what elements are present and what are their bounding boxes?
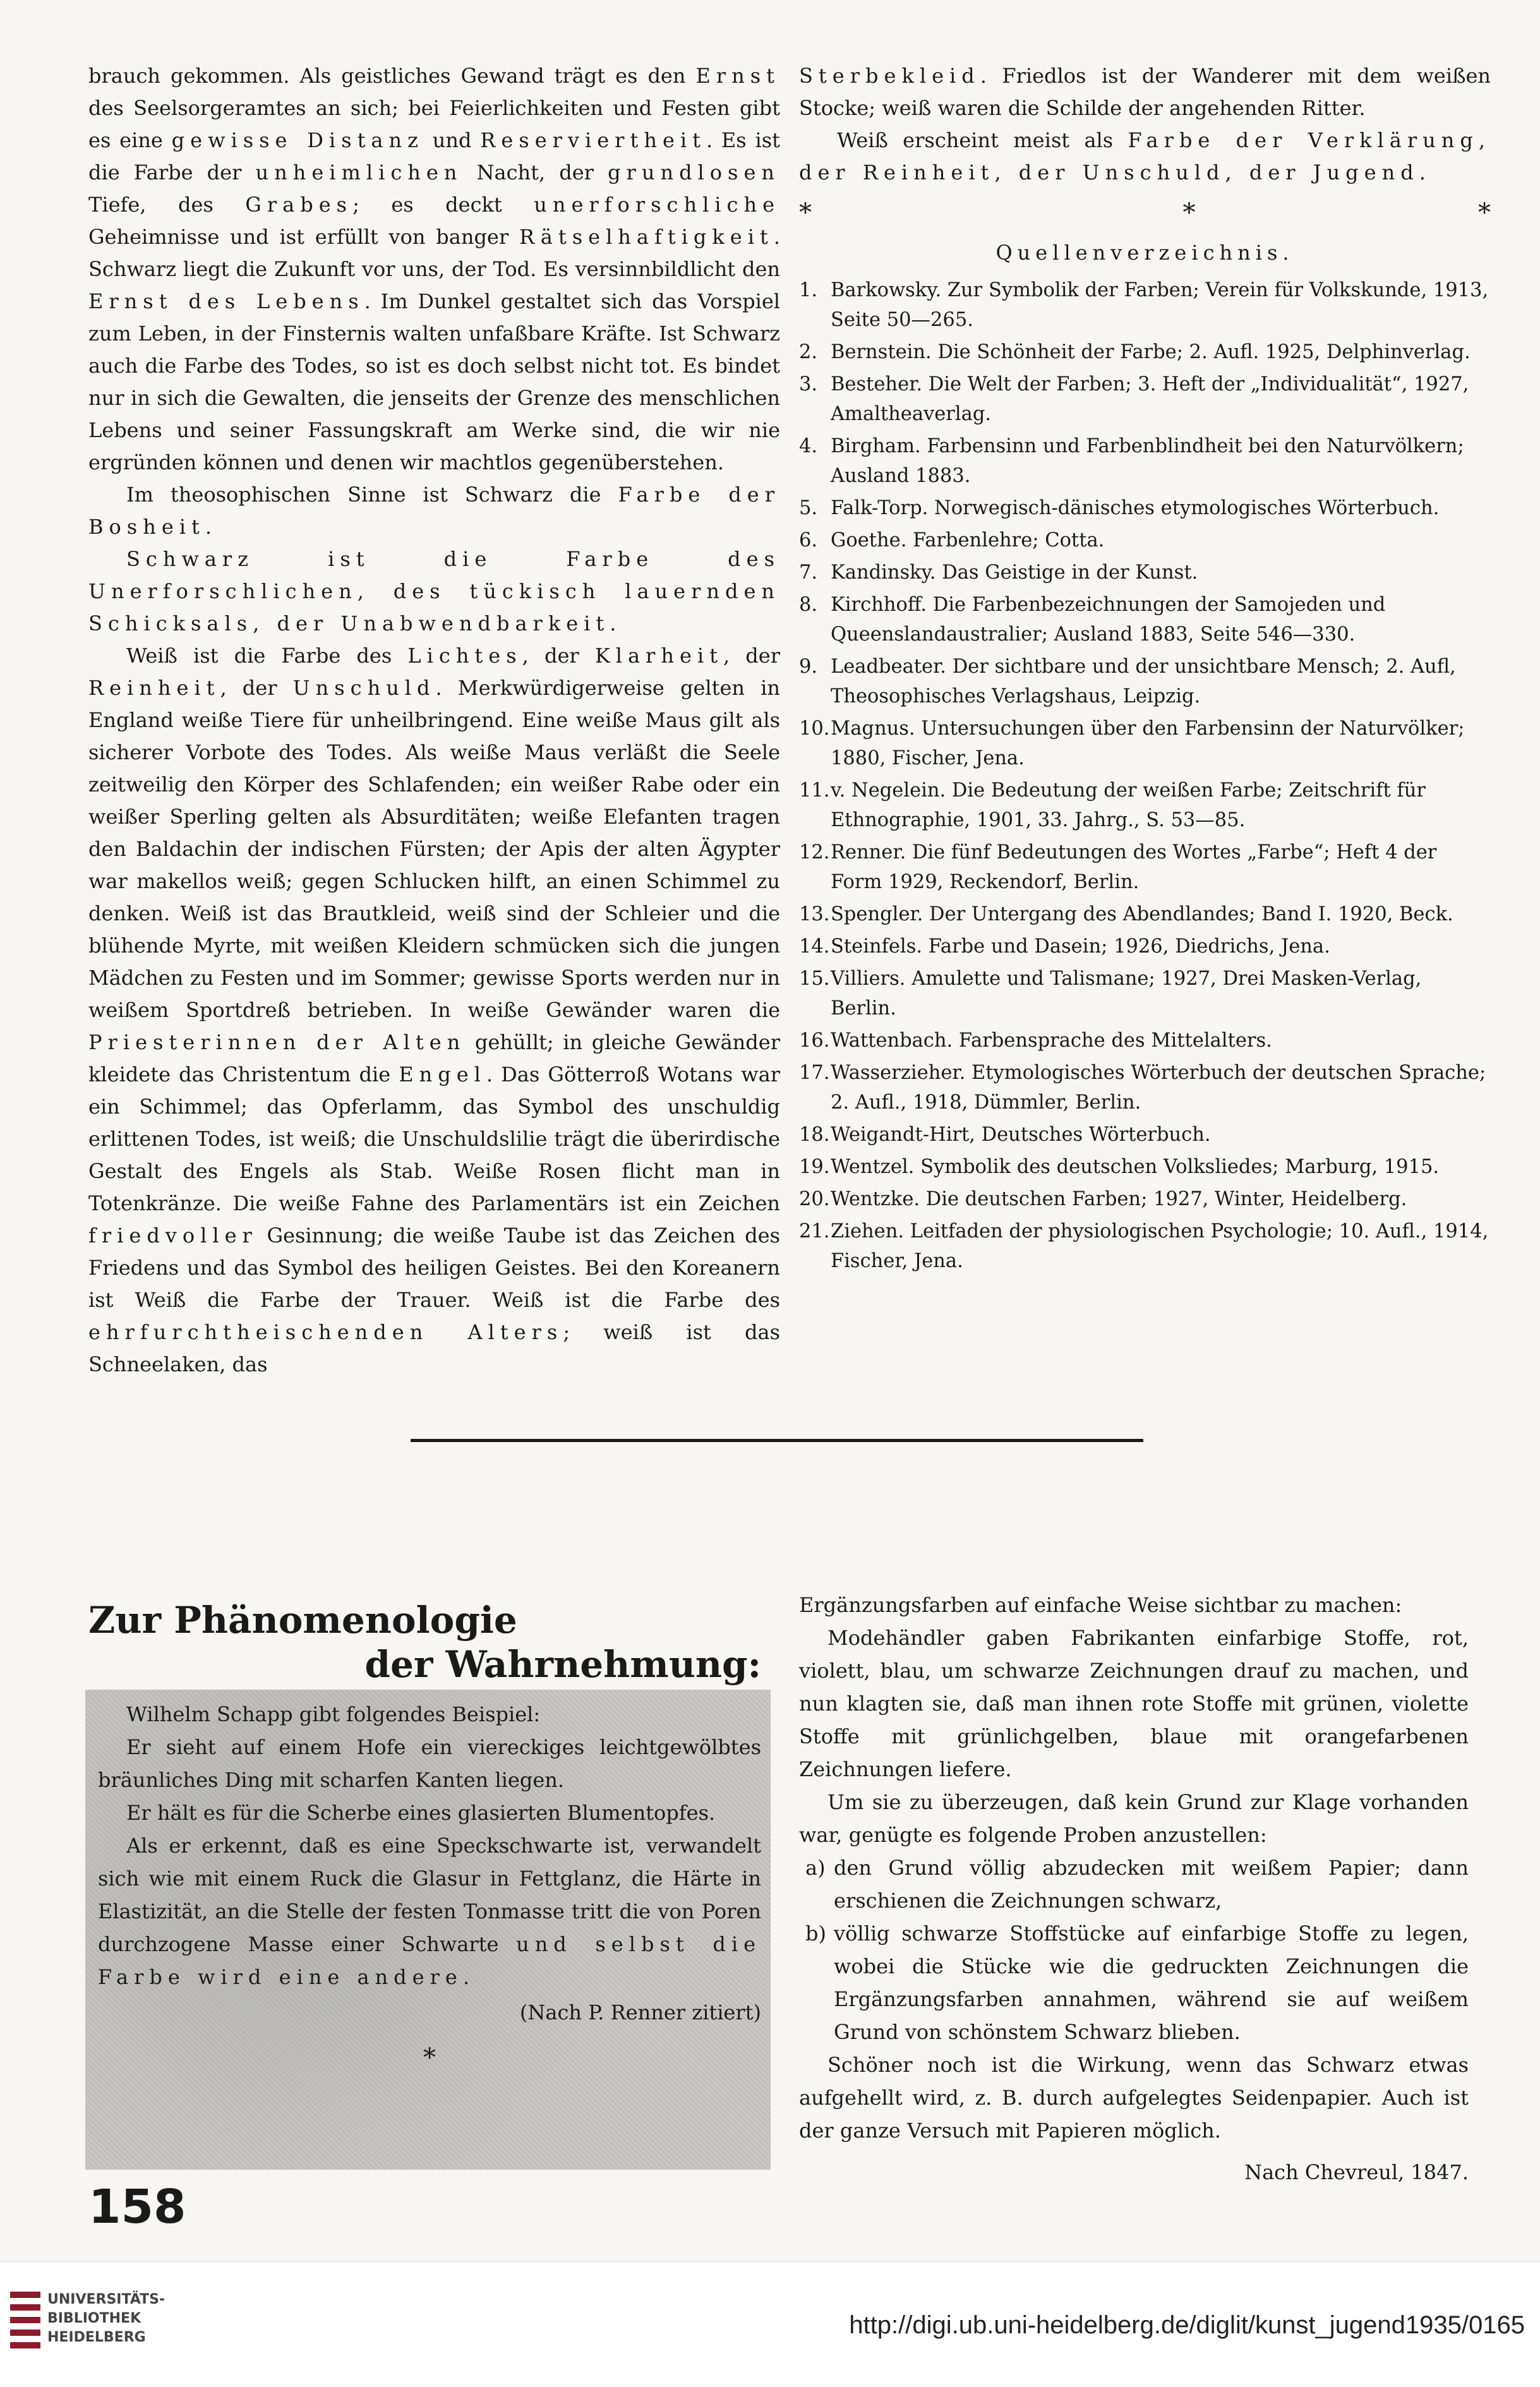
lower-left-section [85,1579,767,2223]
heading-line-1: Zur Phänomenologie [88,1599,517,1642]
reference-text: Steinfels. Farbe und Dasein; 1926, Diedrichs, Jena. [831,935,1330,958]
reference-number: 20. [799,1188,830,1210]
logo-line-3: HEIDELBERG [47,2330,146,2345]
reference-number: 2. [799,341,818,363]
reference-number: 3. [799,373,818,395]
reference-text: Kandinsky. Das Geistige in der Kunst. [831,562,1198,584]
reference-item [799,1184,1491,1214]
reference-text: Wentzke. Die deutschen Farben; 1927, Winter, Heidelberg. [831,1188,1407,1210]
reference-number: 1. [799,279,818,301]
text-run: ; weiß ist das Schneelaken, das [88,1320,780,1376]
reference-item [799,714,1491,773]
reference-text: Spengler. Der Untergang des Abendlandes; Band I. 1920, Beck. [831,903,1453,925]
spaced-emphasis: grundlosen [608,160,781,184]
text-run: Gesinnung; die weiße Taube ist das Zeichen des Friedens und das Symbol des heiligen Geistes. Bei den Koreanern ist Weiß die Farbe der Trauer. Weiß ist die Farbe des [88,1224,780,1312]
references-list [799,275,1491,1276]
spaced-emphasis: Schwarz ist die Farbe des Unerforschlichen, des tückisch lauernden Schicksals, der Unabwendbarkeit [88,547,780,635]
logo-line-2: BIBLIOTHEK [47,2311,141,2326]
option-a-key: a) [805,1856,826,1880]
right-column [799,60,1491,1278]
text-run: Weiß ist die Farbe des [126,644,408,668]
lower-right-section [799,1589,1469,2189]
reference-item [799,337,1491,367]
reference-text: Besteher. Die Welt der Farben; 3. Heft der „Individualität“, 1927, Amaltheaverlag. [831,373,1469,425]
text-run: . [1419,160,1426,184]
spaced-emphasis: Engel [399,1062,486,1086]
text-run: . [610,611,617,635]
paragraph-black-summary [88,543,780,640]
library-logo-text [47,2290,165,2347]
reference-text: v. Negelein. Die Bedeutung der weißen Farbe; Zeitschrift für Ethnographie, 1901, 33. Jahrg., S. 53—85. [831,779,1426,831]
logo-line-1: UNIVERSITÄTS- [47,2292,165,2307]
star-right: * [1478,198,1491,227]
reference-item [799,1120,1491,1150]
text-run: . [205,515,212,539]
reference-number: 7. [799,562,818,584]
text-run: . Friedlos ist der Wanderer mit dem weißen Stocke; weiß waren die Schilde der angehenden Ritter. [799,64,1491,120]
option-b [799,1917,1469,2048]
spaced-emphasis: Ernst des Lebens [88,289,364,313]
spaced-emphasis: unheimlichen [255,160,463,184]
reference-text: Falk-Torp. Norwegisch-dänisches etymologisches Wörterbuch. [831,497,1440,519]
spaced-emphasis: Rätselhaftigkeit [519,225,774,249]
star-center: * [1182,198,1196,227]
reference-text: Leadbeater. Der sichtbare und der unsichtbare Mensch; 2. Aufl, Theosophisches Verlagshaus, Leipzig. [831,656,1456,707]
text-run: . Es ist die Farbe der [88,128,780,184]
reference-number: 13. [799,903,830,925]
option-a [799,1851,1469,1917]
reference-number: 17. [799,1062,830,1084]
reference-number: 6. [799,529,818,551]
option-a-text: den Grund völlig abzudecken mit weißem Papier; dann erschienen die Zeichnungen schwarz, [834,1856,1469,1913]
example-intro: Wilhelm Schapp gibt folgendes Beispiel: [126,1702,541,1726]
reference-number: 12. [799,841,830,863]
paragraph-white-meaning [88,640,780,1381]
example-paragraph-1: Er sieht auf einem Hofe ein viereckiges leichtgewölbtes bräunliches Ding mit scharfen Kanten liegen. [98,1735,761,1792]
reference-item [799,431,1491,491]
spaced-emphasis: Ernst [695,64,780,88]
text-run: und [423,128,481,152]
spaced-emphasis: Klarheit [594,644,723,668]
page-number: 158 [88,2180,186,2234]
text-run: , der [522,644,595,668]
reference-number: 10. [799,718,830,740]
text-run: Weiß erscheint meist als [837,128,1128,152]
complementary-intro: Ergänzungsfarben auf einfache Weise sichtbar zu machen: [799,1593,1402,1617]
spaced-emphasis: Reserviertheit [480,128,706,152]
reference-number: 16. [799,1030,830,1052]
spaced-emphasis: Sterbekleid [799,64,980,88]
reference-text: Renner. Die fünf Bedeutungen des Wortes „Farbe“; Heft 4 der Form 1929, Reckendorf, Berlin. [831,841,1437,893]
reference-text: Bernstein. Die Schönheit der Farbe; 2. Aufl. 1925, Delphinverlag. [831,341,1471,363]
paragraph-white-summary [799,124,1491,189]
reference-number: 4. [799,435,818,457]
text-run: . Merkwürdigerweise gelten in England weiße Tiere für unheilbringend. Eine weiße Maus gilt als sicherer Vorbote des Todes. Als weiße Maus verläßt die Seele zeitweilig den Körper des Schlafenden; ein weißer Rabe oder ein weißer Sperling gelten als Absurditäten; weiße Elefanten tragen den Baldachin der indischen Fürsten; der Apis der alten Ägypter war makellos weiß; gegen Schlucken hilft, an einen Schimmel zu denken. Weiß ist das Brautkleid, weiß sind der Schleier und die blühende Myrte, mit weißen Kleidern schmücken sich die jungen Mädchen zu Festen und im Sommer; gewisse Sports werden nur in weißem Sportdreß betrieben. In weiße Gewänder waren die [88,676,781,1022]
spaced-emphasis: Farbe der Bosheit [88,483,781,539]
reference-text: Wasserzieher. Etymologisches Wörterbuch der deutschen Sprache; 2. Aufl., 1918, Dümmler, Berlin. [831,1062,1486,1114]
example-citation: (Nach P. Renner zitiert) [519,2000,761,2024]
reference-item [799,275,1491,335]
spaced-emphasis: Farbe der Verklärung, der Reinheit, der Unschuld, der Jugend [799,128,1491,184]
reference-number: 18. [799,1124,830,1146]
example-star: * [423,2043,436,2072]
example-paragraph-3 [98,1829,761,1993]
spaced-emphasis: ehrfurchtheischenden Alters [88,1320,563,1344]
example-paragraph-2: Er hält es für die Scherbe eines glasierten Blumentopfes. [126,1801,716,1825]
text-run: des Seelsorgeramtes an sich; bei Feierlichkeiten und Festen gibt es eine [88,96,780,152]
option-b-text: völlig schwarze Stoffstücke auf einfarbige Stoffe zu legen, wobei die Stücke wie die gedruckten Zeichnungen die Ergänzungsfarben annahmen, während sie auf weißem Grund von schönstem Schwarz blieben. [834,1921,1469,2044]
option-b-key: b) [805,1921,826,1945]
example-text [98,1698,761,2074]
reference-item [799,1058,1491,1117]
text-run: ; es deckt [352,193,534,217]
spaced-emphasis: Unschuld [292,676,436,700]
paragraph-black-meaning [88,60,780,479]
text-run: brauch gekommen. Als geistliches Gewand trägt es den [88,64,696,88]
reference-text: Birgham. Farbensinn und Farbenblindheit bei den Naturvölkern; Ausland 1883. [831,435,1464,487]
reference-number: 9. [799,656,818,678]
reference-number: 5. [799,497,818,519]
reference-item [799,493,1491,523]
reference-item [799,838,1491,897]
text-run: gehüllt; in gleiche Gewänder kleidete das Christentum die [88,1030,781,1086]
reference-text: Weigandt-Hirt, Deutsches Wörterbuch. [831,1124,1211,1146]
spaced-emphasis: Priesterinnen der Alten [88,1030,466,1054]
reference-text: Goethe. Farbenlehre; Cotta. [831,529,1105,551]
spaced-emphasis: Reinheit [88,676,220,700]
left-column [88,60,780,1381]
reference-item [799,370,1491,429]
text-run: . Schwarz liegt die Zukunft vor uns, der Tod. Es versinnbildlicht den [88,225,780,281]
reference-item [799,558,1491,587]
reference-item [799,652,1491,711]
example-paragraph-3-spaced: und selbst die Farbe wird eine andere. [98,1932,761,1989]
reference-item [799,932,1491,961]
paragraph-white-continued [799,60,1491,124]
reference-text: Magnus. Untersuchungen über den Farbensinn der Naturvölker; 1880, Fischer, Jena. [831,718,1465,769]
reference-text: Villiers. Amulette und Talismane; 1927, Drei Masken-Verlag, Berlin. [831,968,1422,1019]
spaced-emphasis: Lichtes [407,644,522,668]
reference-item [799,1152,1491,1182]
reference-item [799,776,1491,835]
reference-item [799,1217,1491,1276]
reference-item [799,1026,1491,1055]
section-divider-stars [799,195,1491,231]
section-rule [411,1439,1143,1442]
reference-number: 8. [799,594,818,616]
paragraph-theosophical [88,479,780,543]
complementary-paragraph-2: Um sie zu überzeugen, daß kein Grund zur Klage vorhanden war, genügte es folgende Proben anzustellen: [799,1790,1469,1847]
reference-number: 11. [799,779,830,802]
reference-item [799,590,1491,649]
reference-number: 21. [799,1220,830,1242]
complementary-paragraph-3: Schöner noch ist die Wirkung, wenn das Schwarz etwas aufgehellt wird, z. B. durch aufgelegtes Seidenpapier. Auch ist der ganze Versuch mit Papieren möglich. [799,2053,1469,2143]
heading-line-2: der Wahrnehmung: [364,1643,761,1686]
text-run: Nacht, der [462,160,608,184]
text-run: , der [220,676,293,700]
complementary-paragraph-1: Modehändler gaben Fabrikanten einfarbige Stoffe, rot, violett, blau, um schwarze Zeichnungen drauf zu machen, und nun klagten sie, daß man ihnen rote Stoffe mit grünen, violette Stoffe mit grünlichgelben, blaue mit orangefarbenen Zeichnungen liefere. [799,1626,1469,1781]
source-url-link[interactable]: http://digi.ub.uni-heidelberg.de/diglit/kunst_jugend1935/0165 [849,2311,1525,2339]
example-paragraph-3-text: Als er erkennt, daß es eine Speckschwarte ist, verwandelt sich wie mit einem Ruck die Glasur in Fettglanz, die Härte in Elastizität, an die Stelle der festen Tonmasse tritt die von Poren durchzogene Masse einer Schwarte [98,1834,761,1956]
reference-text: Kirchhoff. Die Farbenbezeichnungen der Samojeden und Queenslandaustralier; Ausland 1883, Seite 546—330. [831,594,1386,646]
spaced-emphasis: Grabes [245,193,353,217]
reference-text: Wattenbach. Farbensprache des Mittelalters. [831,1030,1272,1052]
reference-number: 19. [799,1156,830,1178]
reference-item [799,899,1491,929]
spaced-emphasis: gewisse Distanz [171,128,424,152]
reference-text: Barkowsky. Zur Symbolik der Farben; Verein für Volkskunde, 1913, Seite 50—265. [831,279,1489,331]
references-title: Quellenverzeichnis. [996,241,1294,265]
reference-item [799,526,1491,555]
text-run: . Das Götterroß Wotans war ein Schimmel; das Opferlamm, das Symbol des unschuldig erlittenen Todes, ist weiß; die Unschuldslilie trägt die überirdische Gestalt des Engels als Stab. Weiße Rosen flicht man in Totenkränze. Die weiße Fahne des Parlamentärs ist ein Zeichen [88,1062,780,1215]
reference-text: Wentzel. Symbolik des deutschen Volksliedes; Marburg, 1915. [831,1156,1440,1178]
source-signature: Nach Chevreul, 1847. [1244,2160,1469,2184]
reference-text: Ziehen. Leitfaden der physiologischen Psychologie; 10. Aufl., 1914, Fischer, Jena. [831,1220,1489,1272]
text-run: . Im Dunkel gestaltet sich das Vorspiel zum Leben, in der Finsternis walten unfaßbare Kräfte. Ist Schwarz auch die Farbe des Todes, so ist es doch selbst nicht tot. Es bindet nur in sich die Gewalten, die jenseits der Grenze des menschlichen Lebens und seiner Fassungskraft am Werke sind, die wir nie ergründen können und denen wir machtlos gegenüberstehen. [88,289,781,474]
text-run: Geheimnisse und ist erfüllt von banger [88,225,519,249]
reference-item [799,964,1491,1023]
footer-bar [0,2261,1540,2387]
spaced-emphasis: unerforschliche [534,193,780,217]
reference-number: 14. [799,935,830,958]
spaced-emphasis: friedvoller [88,1224,258,1248]
text-run: Im theosophischen Sinne ist Schwarz die [126,483,618,507]
reference-number: 15. [799,968,830,990]
text-run: Tiefe, des [88,193,246,217]
star-left: * [799,198,812,227]
text-run: , der [723,644,781,668]
